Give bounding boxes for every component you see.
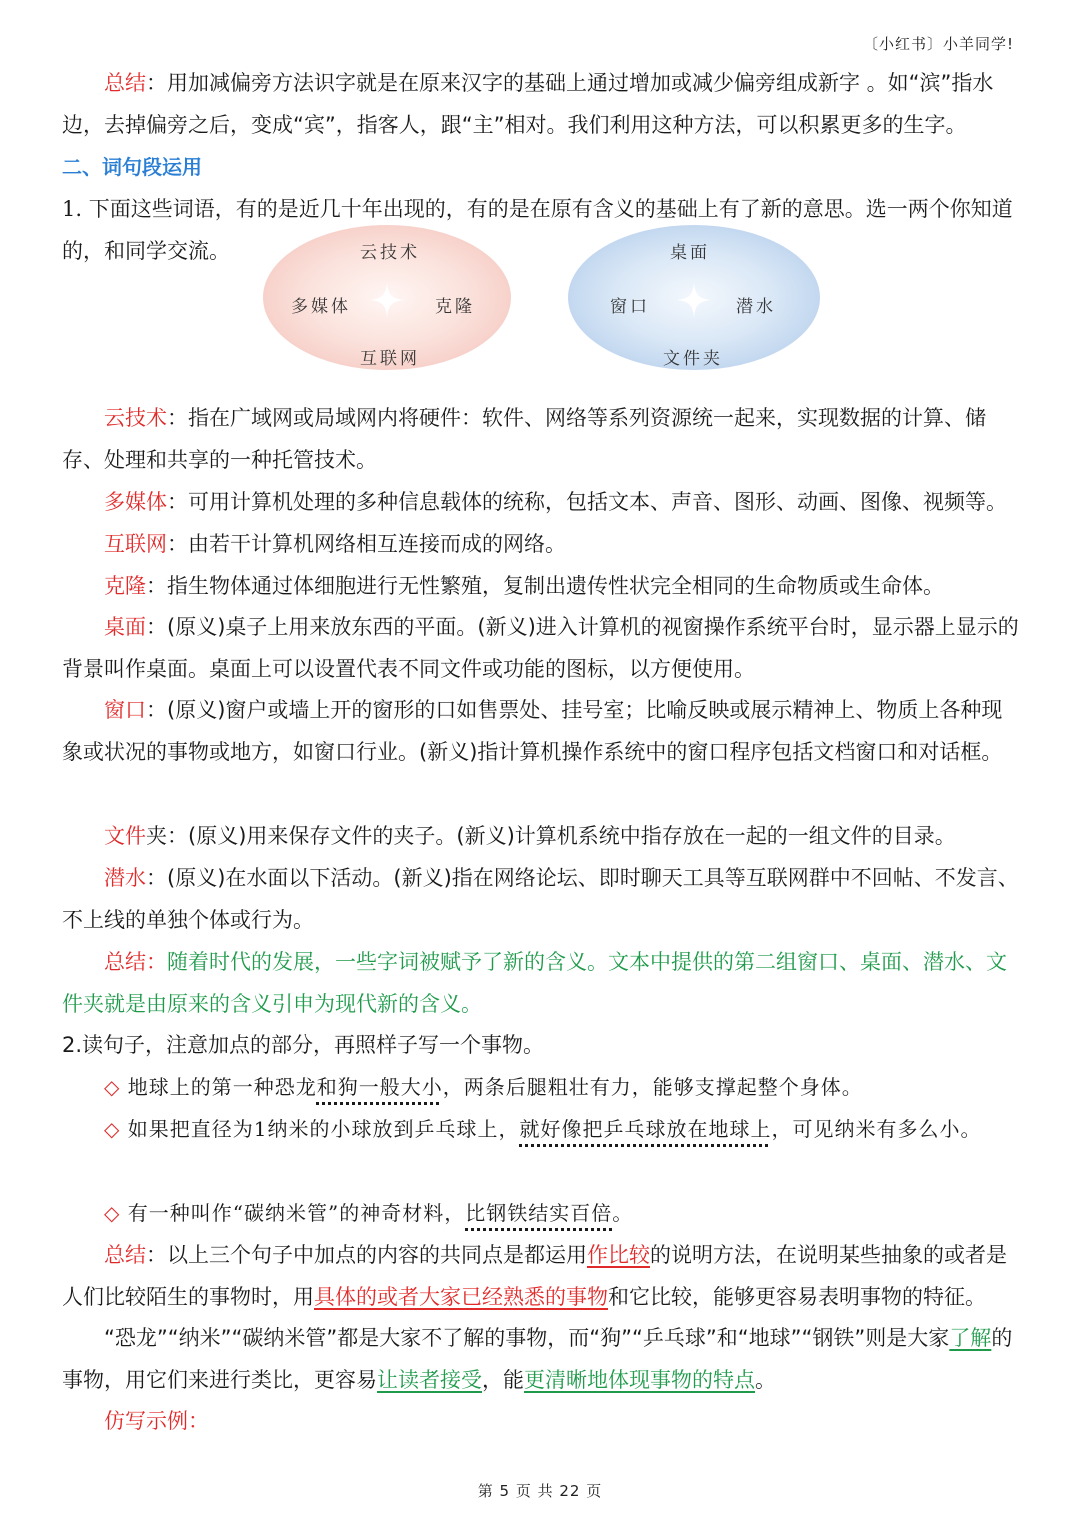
underlined-phrase: 作比较 (587, 1243, 650, 1267)
definition-term: 潜水 (104, 866, 146, 890)
imitation-label: 仿写示例： (104, 1409, 209, 1433)
dotted-phrase: 就好像把乒乓球放在地球上 (519, 1117, 772, 1141)
word-window: 窗口 (610, 297, 650, 317)
question-2: 2.读句子，注意加点的部分，再照样子写一个事物。 (62, 1033, 545, 1057)
definition: 桌面：(原义)桌子上用来放东西的平面。(新义)进入计算机的视窗操作系统平台时，显示器上显示的背景叫作桌面。桌面上可以设置代表不同文件或功能的图标，以方便使用。 (62, 615, 1019, 681)
definition-term: 多媒体 (104, 490, 167, 514)
word-internet: 互联网 (360, 349, 420, 369)
word-cloud-tech: 云技术 (360, 243, 420, 263)
summary-label: 总结 (104, 950, 146, 974)
underlined-phrase: 了解 (949, 1326, 992, 1350)
definition: 互联网：由若干计算机网络相互连接而成的网络。 (104, 532, 566, 556)
example-sentence: ◇ 地球上的第一种恐龙和狗一般大小，两条后腿粗壮有力，能够支撑起整个身体。 (104, 1075, 863, 1099)
definition: 克隆：指生物体通过体细胞进行无性繁殖，复制出遗传性状完全相同的生命物质或生命体。 (104, 574, 944, 598)
dotted-phrase: 比钢铁结实百倍 (465, 1201, 613, 1225)
word-folder: 文件夹 (663, 349, 723, 369)
definition-term: 文件 (104, 824, 146, 848)
definition-term: 克隆 (104, 574, 146, 598)
definition: 潜水：(原义)在水面以下活动。(新义)指在网络论坛、即时聊天工具等互联网群中不回帖、不发言、不上线的单独个体或行为。 (62, 866, 1019, 932)
dotted-phrase: 和狗一般大小 (316, 1075, 443, 1099)
definition-term: 互联网 (104, 532, 167, 556)
underlined-phrase: 让读者接受 (377, 1368, 482, 1392)
word-clone: 克隆 (435, 297, 475, 317)
word-multimedia: 多媒体 (291, 297, 351, 317)
definition: 文件夹：(原义)用来保存文件的夹子。(新义)计算机系统中指存放在一起的一组文件的目录。 (104, 824, 956, 848)
page-header: 〔小红书〕小羊同学! (862, 35, 1014, 53)
definition: 多媒体：可用计算机处理的多种信息载体的统称，包括文本、声音、图形、动画、图像、视频等。 (104, 490, 1007, 514)
word-dive: 潜水 (736, 297, 776, 317)
definition: 云技术：指在广域网或局域网内将硬件：软件、网络等系列资源统一起来，实现数据的计算、储存、处理和共享的一种托管技术。 (62, 406, 986, 472)
diamond-icon: ◇ (104, 1075, 121, 1099)
diamond-icon: ◇ (104, 1201, 121, 1225)
underlined-phrase: 更清晰地体现事物的特点 (524, 1368, 755, 1392)
analysis-paragraph: “恐龙”“纳米”“碳纳米管”都是大家不了解的事物，而“狗”“乒乓球”和“地球”“钢铁”则是大家了解的事物，用它们来进行类比，更容易让读者接受，能更清晰地体现事物的特点。 (62, 1326, 1013, 1392)
summary-1: 总结：用加减偏旁方法识字就是在原来汉字的基础上通过增加或减少偏旁组成新字 。如“滨”指水边，去掉偏旁之后，变成“宾”，指客人，跟“主”相对。我们利用这种方法，可以积累更多的生字。 (62, 71, 994, 137)
word-desktop: 桌面 (670, 243, 710, 263)
page-footer: 第 5 页 共 22 页 (477, 1482, 603, 1500)
summary-label: 总结 (104, 71, 146, 95)
underlined-phrase: 具体的或者大家已经熟悉的事物 (314, 1285, 608, 1309)
definition-term: 窗口 (104, 698, 146, 722)
definition-term: 桌面 (104, 615, 146, 639)
summary-3: 总结：以上三个句子中加点的内容的共同点是都运用作比较的说明方法，在说明某些抽象的或者是人们比较陌生的事物时，用具体的或者大家已经熟悉的事物和它比较，能够更容易表明事物的特征。 (62, 1243, 1007, 1309)
question-1: 1. 下面这些词语，有的是近几十年出现的，有的是在原有含义的基础上有了新的意思。选一两个你知道的，和同学交流。 (62, 197, 1013, 263)
sparkle-icon (676, 282, 712, 318)
diamond-icon: ◇ (104, 1117, 121, 1141)
definition-term: 云技术 (104, 406, 167, 430)
section-title: 二、词句段运用 (62, 155, 202, 179)
definition: 窗口：(原义)窗户或墙上开的窗形的口如售票处、挂号室；比喻反映或展示精神上、物质上各种现象或状况的事物或地方，如窗口行业。(新义)指计算机操作系统中的窗口程序包括文档窗口和对话框。 (62, 698, 1003, 764)
example-sentence: ◇ 如果把直径为1纳米的小球放到乒乓球上，就好像把乒乓球放在地球上，可见纳米有多么小。 (104, 1117, 982, 1141)
summary-2: 总结：随着时代的发展，一些字词被赋予了新的含义。文本中提供的第二组窗口、桌面、潜水、文件夹就是由原来的含义引申为现代新的含义。 (62, 950, 1007, 1016)
summary-label: 总结 (104, 1243, 146, 1267)
sparkle-icon (369, 282, 405, 318)
example-sentence: ◇ 有一种叫作“碳纳米管”的神奇材料，比钢铁结实百倍。 (104, 1201, 634, 1225)
